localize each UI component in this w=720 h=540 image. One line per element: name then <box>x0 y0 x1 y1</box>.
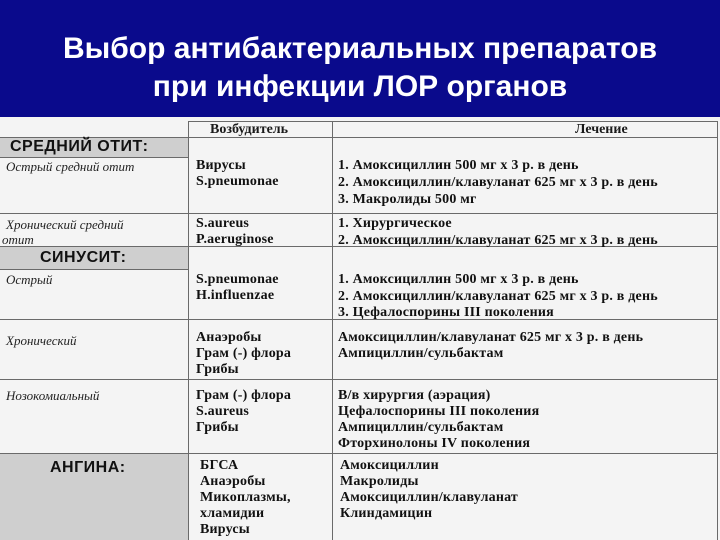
treatment-line: Клиндамицин <box>340 506 433 521</box>
slide-title-line-2: при инфекции ЛОР органов <box>152 70 568 103</box>
header-pathogen: Возбудитель <box>210 122 289 137</box>
pathogen-line: Грам (-) флора <box>196 346 292 361</box>
treatment-line: 2. Амоксициллин/клавуланат 625 мг х 3 р. в день <box>338 233 658 248</box>
row-divider-sinusitis-band <box>0 269 188 270</box>
pathogen-line: Грам (-) флора <box>196 388 292 403</box>
column-divider-3 <box>717 121 718 540</box>
row-divider-4 <box>0 379 718 380</box>
pathogen-line: H.influenzae <box>196 288 275 303</box>
pathogen-line: S.pneumonae <box>196 174 279 189</box>
treatment-line: Цефалоспорины III поколения <box>338 404 540 419</box>
pathogen-line: S.aureus <box>196 216 250 231</box>
row-label-chronic-otitis: Хронический средний <box>6 217 124 232</box>
row-divider-5 <box>0 453 718 454</box>
pathogen-line: Грибы <box>196 420 239 435</box>
treatment-line: В/в хирургия (аэрация) <box>338 388 491 403</box>
treatment-line: 1. Амоксициллин 500 мг х 3 р. в день <box>338 158 579 173</box>
antibiotic-table <box>0 117 720 540</box>
section-otitis: СРЕДНИЙ ОТИТ: <box>10 138 149 155</box>
treatment-line: Ампициллин/сульбактам <box>338 420 504 435</box>
slide-title-bar <box>0 0 720 117</box>
pathogen-line: Анаэробы <box>196 330 262 345</box>
pathogen-line: Микоплазмы, <box>200 490 291 505</box>
pathogen-line: БГСА <box>200 458 239 473</box>
section-angina: АНГИНА: <box>50 459 126 476</box>
treatment-line: 2. Амоксициллин/клавуланат 625 мг х 3 р. в день <box>338 175 658 190</box>
treatment-line: 3. Макролиды 500 мг <box>338 192 477 207</box>
column-divider-1 <box>188 121 189 540</box>
pathogen-line: хламидии <box>200 506 265 521</box>
section-sinusitis: СИНУСИТ: <box>40 249 127 266</box>
pathogen-line: Анаэробы <box>200 474 266 489</box>
pathogen-line: S.pneumonae <box>196 272 279 287</box>
pathogen-line: Вирусы <box>196 158 246 173</box>
treatment-line: 2. Амоксициллин/клавуланат 625 мг х 3 р. в день <box>338 289 658 304</box>
treatment-line: Амоксициллин/клавуланат <box>340 490 519 505</box>
pathogen-line: Грибы <box>196 362 239 377</box>
treatment-line: Амоксициллин/клавуланат 625 мг х 3 р. в день <box>338 330 644 345</box>
treatment-line: 1. Амоксициллин 500 мг х 3 р. в день <box>338 272 579 287</box>
pathogen-line: S.aureus <box>196 404 250 419</box>
row-label-acute-otitis: Острый средний отит <box>6 159 135 174</box>
row-label-nosocomial: Нозокомиальный <box>6 388 100 403</box>
column-divider-2 <box>332 121 333 540</box>
treatment-line: Макролиды <box>340 474 419 489</box>
row-label-chronic-sinusitis: Хронический <box>6 333 77 348</box>
pathogen-line: P.aeruginose <box>196 232 274 247</box>
treatment-line: Амоксициллин <box>340 458 439 473</box>
header-treatment: Лечение <box>575 122 628 137</box>
slide-title-line-1: Выбор антибактериальных препаратов <box>62 32 658 65</box>
row-label-chronic-otitis-2: отит <box>2 232 34 247</box>
treatment-line: Ампициллин/сульбактам <box>338 346 504 361</box>
pathogen-line: Вирусы <box>200 522 250 537</box>
treatment-line: Фторхинолоны IV поколения <box>338 436 531 451</box>
row-divider-otitis-band <box>0 157 188 158</box>
treatment-line: 1. Хирургическое <box>338 216 452 231</box>
treatment-line: 3. Цефалоспорины III поколения <box>338 305 554 320</box>
row-divider-1 <box>0 213 718 214</box>
row-label-acute-sinusitis: Острый <box>6 272 53 287</box>
